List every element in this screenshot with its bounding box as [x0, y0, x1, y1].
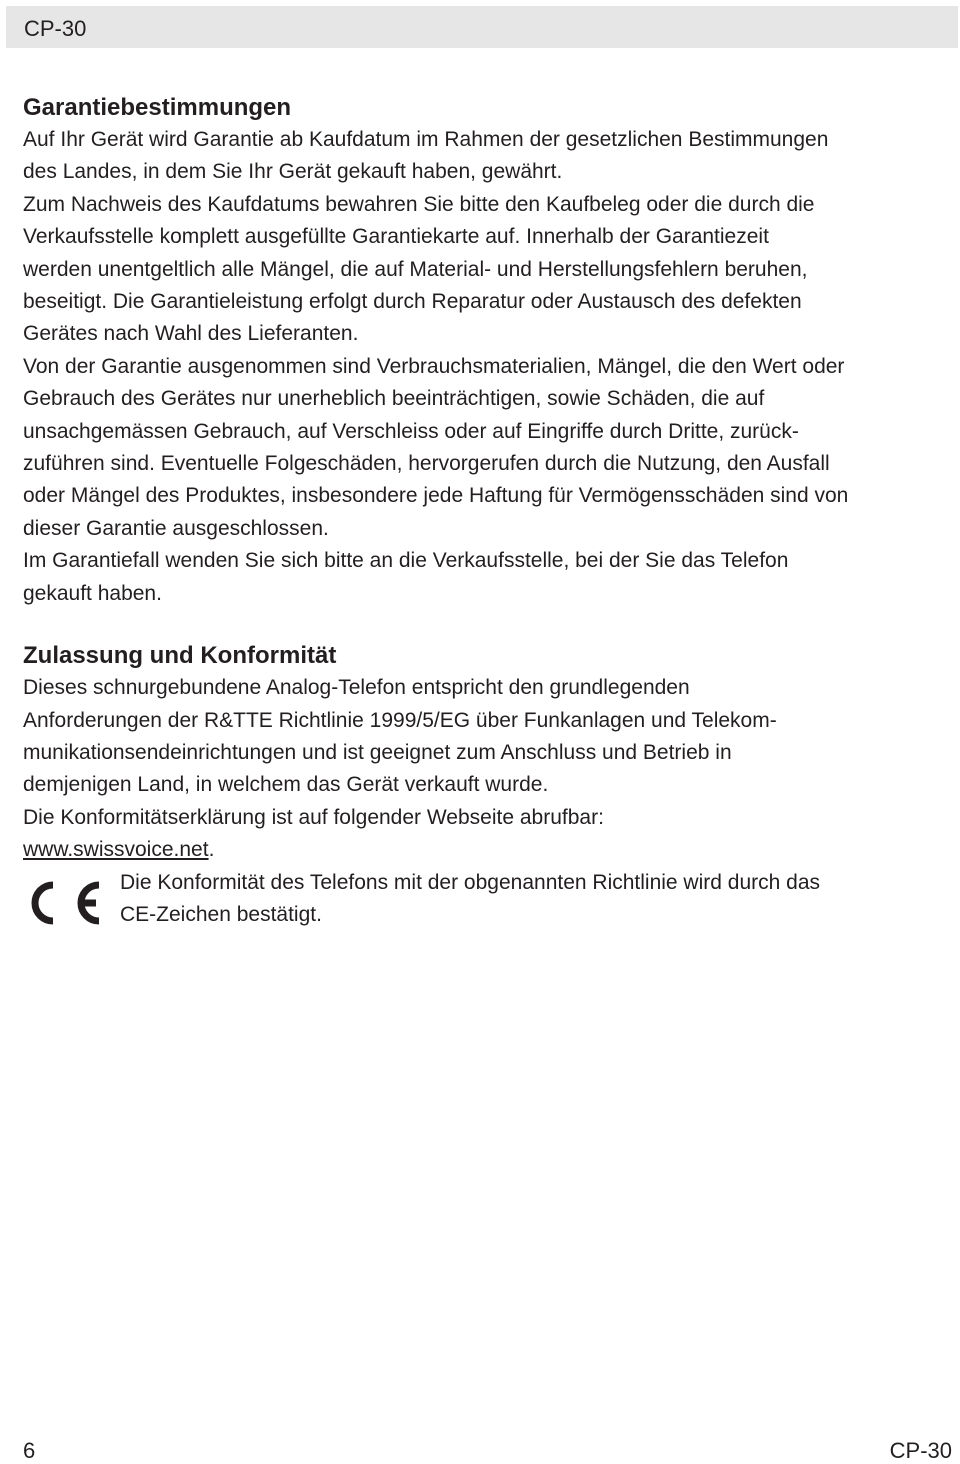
website-line: [23, 834, 953, 866]
header-bar: [6, 6, 958, 48]
warranty-line: Gebrauch des Gerätes nur unerheblich beeinträchtigen, sowie Schäden, die auf: [23, 387, 765, 411]
conformity-line: Die Konformitätserklärung ist auf folgender Webseite abrufbar:: [23, 805, 604, 829]
warranty-line: unsachgemässen Gebrauch, auf Verschleiss oder auf Eingriffe durch Dritte, zurück-: [23, 419, 799, 443]
ce-line: CE-Zeichen bestätigt.: [120, 902, 322, 926]
conformity-line: Dieses schnurgebundene Analog-Telefon entspricht den grundlegenden: [23, 676, 690, 700]
warranty-line: gekauft haben.: [23, 581, 162, 605]
ce-text: [120, 867, 953, 932]
warranty-line: des Landes, in dem Sie Ihr Gerät gekauft haben, gewährt.: [23, 160, 563, 184]
warranty-line: Von der Garantie ausgenommen sind Verbrauchsmaterialien, Mängel, die den Wert oder: [23, 354, 845, 378]
warranty-line: oder Mängel des Produktes, insbesondere jede Haftung für Vermögensschäden sind von: [23, 484, 849, 508]
section-gap: [23, 610, 953, 640]
warranty-line: zuführen sind. Eventuelle Folgeschäden, hervorgerufen durch die Nutzung, den Ausfall: [23, 452, 830, 476]
warranty-line: werden unentgeltlich alle Mängel, die auf Material- und Herstellungsfehlern beruhen,: [23, 257, 808, 281]
website-link[interactable]: www.swissvoice.net: [23, 838, 209, 862]
warranty-line: Gerätes nach Wahl des Lieferanten.: [23, 322, 359, 346]
header-model: CP-30: [24, 16, 87, 41]
website-suffix: .: [208, 838, 215, 862]
ce-row: [23, 867, 953, 932]
warranty-line: Verkaufsstelle komplett ausgefüllte Garantiekarte auf. Innerhalb der Garantiezeit: [23, 225, 769, 249]
warranty-heading: Garantiebestimmungen: [23, 94, 292, 121]
warranty-section: [23, 92, 953, 610]
conformity-line: munikationsendeinrichtungen und ist geeignet zum Anschluss und Betrieb in: [23, 740, 732, 764]
ce-mark-icon: [25, 877, 105, 929]
warranty-line: Zum Nachweis des Kaufdatums bewahren Sie bitte den Kaufbeleg oder die durch die: [23, 192, 815, 216]
warranty-line: Im Garantiefall wenden Sie sich bitte an die Verkaufsstelle, bei der Sie das Telefon: [23, 549, 789, 573]
warranty-line: Auf Ihr Gerät wird Garantie ab Kaufdatum im Rahmen der gesetzlichen Bestimmungen: [23, 128, 829, 151]
conformity-line: demjenigen Land, in welchem das Gerät verkauft wurde.: [23, 773, 549, 797]
conformity-section: [23, 640, 953, 931]
warranty-line: dieser Garantie ausgeschlossen.: [23, 516, 329, 540]
footer-model: CP-30: [889, 1438, 952, 1463]
footer-page-number: 6: [23, 1438, 36, 1463]
conformity-line: Anforderungen der R&TTE Richtlinie 1999/5/EG über Funkanlagen und Telekom-: [23, 708, 777, 732]
page-content: [23, 92, 953, 931]
warranty-line: beseitigt. Die Garantieleistung erfolgt durch Reparatur oder Austausch des defekten: [23, 290, 802, 314]
ce-line: Die Konformität des Telefons mit der obgenannten Richtlinie wird durch das: [120, 870, 820, 894]
conformity-heading: Zulassung und Konformität: [23, 642, 337, 670]
